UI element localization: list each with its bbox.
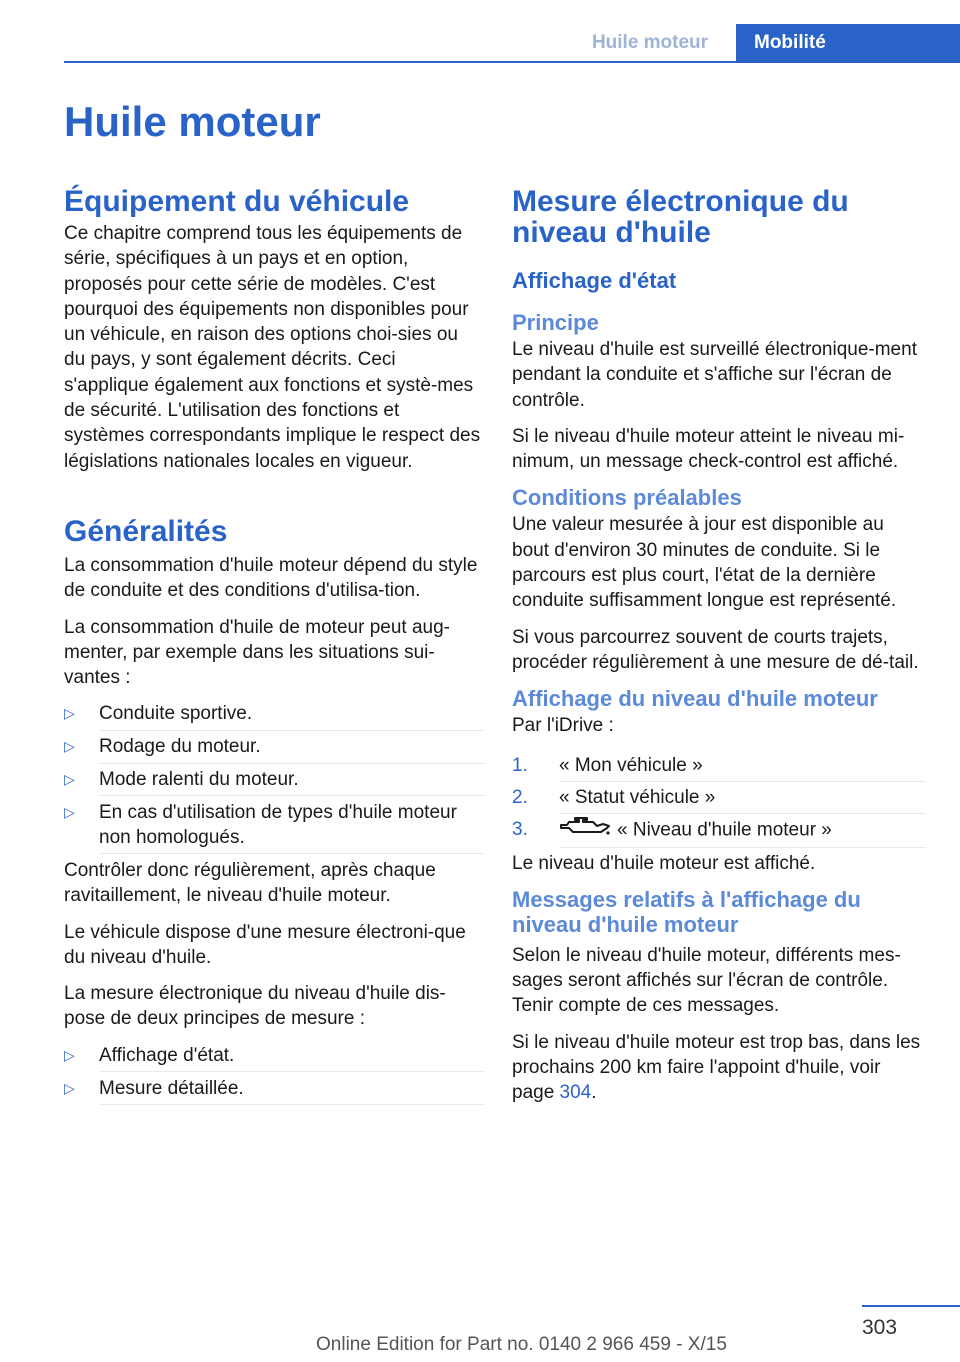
subsection-title-status: Affichage d'état — [512, 268, 677, 293]
step-item — [512, 785, 926, 810]
step-number: 2. — [512, 786, 528, 808]
oil-can-icon — [559, 817, 611, 844]
tab-section[interactable]: Huile moteur — [591, 32, 709, 53]
list-item — [64, 1076, 484, 1101]
display-result: Le niveau d'huile moteur est affiché. — [512, 852, 816, 874]
heading-oil-level-display: Affichage du niveau d'huile moteur — [512, 686, 878, 712]
idrive-steps — [512, 753, 926, 844]
heading-principle: Principe — [512, 310, 599, 335]
heading-prerequisites: Conditions préalables — [512, 485, 742, 511]
triangle-bullet-icon: ▷ — [64, 1046, 75, 1063]
triangle-bullet-icon: ▷ — [64, 705, 75, 722]
messages-paragraph-2 — [512, 1030, 926, 1106]
list-item-text: Mesure détaillée. — [99, 1077, 244, 1099]
list-item-text: Rodage du moteur. — [99, 736, 261, 758]
prereq-paragraph-1: Une valeur mesurée à jour est disponible au bout d'environ 30 minutes de conduite. Si le parcours est plus court, l'état de la dernière conduite suffisamment longue est représenté. — [512, 514, 897, 612]
step-item — [512, 817, 926, 844]
triangle-bullet-icon: ▷ — [64, 803, 75, 820]
general-paragraph-1: La consommation d'huile moteur dépend du style de conduite et des conditions d'utilisa-tion. — [64, 554, 478, 602]
list-item-text: Mode ralenti du moteur. — [99, 769, 299, 791]
left-column — [64, 186, 484, 1108]
display-intro: Par l'iDrive : — [512, 715, 614, 737]
triangle-bullet-icon: ▷ — [64, 771, 75, 788]
triangle-bullet-icon: ▷ — [64, 738, 75, 755]
step-text: « Niveau d'huile moteur » — [617, 819, 832, 841]
step-number: 1. — [512, 754, 528, 776]
tab-chapter[interactable]: Mobilité — [736, 24, 960, 62]
step-number: 3. — [512, 818, 528, 840]
online-edition-note: Online Edition for Part no. 0140 2 966 459 - X/15 — [316, 1334, 727, 1355]
list-item-text: Affichage d'état. — [99, 1044, 235, 1066]
principles-paragraph: La mesure électronique du niveau d'huile dis-pose de deux principes de mesure : — [64, 983, 446, 1030]
triangle-bullet-icon: ▷ — [64, 1079, 75, 1096]
right-column — [512, 186, 926, 1117]
header-rule — [64, 61, 960, 63]
step-text: « Statut véhicule » — [559, 786, 716, 808]
list-item — [64, 1043, 484, 1068]
principle-paragraph-2: Si le niveau d'huile moteur atteint le niveau mi-nimum, un message check-control est affiché. — [512, 425, 905, 473]
section-title-equipment: Équipement du véhicule — [64, 185, 410, 218]
list-item — [64, 767, 484, 792]
list-item — [64, 734, 484, 759]
list-item-text: En cas d'utilisation de types d'huile moteur non homologués. — [99, 801, 457, 849]
page-number: 303 — [862, 1316, 898, 1339]
heading-messages: Messages relatifs à l'affichage du niveau d'huile moteur — [512, 886, 861, 937]
section-title-general: Généralités — [64, 514, 228, 548]
page-title: Huile moteur — [64, 98, 321, 145]
situations-list — [64, 701, 484, 850]
check-paragraph: Contrôler donc régulièrement, après chaque ravitaillement, le niveau d'huile moteur. — [64, 859, 436, 907]
messages-paragraph-1: Selon le niveau d'huile moteur, différents mes-sages seront affichés sur l'écran de contrôle. Tenir compte de ces messages. — [512, 944, 901, 1017]
section-title-electronic-measure: Mesure électronique du niveau d'huile — [512, 185, 849, 249]
messages-text: Si le niveau d'huile moteur est trop bas, dans les prochains 200 km faire l'appoint d'huile, voir page — [512, 1031, 921, 1104]
header-tabs — [564, 24, 960, 62]
principles-list — [64, 1043, 484, 1101]
messages-text-end: . — [591, 1082, 597, 1104]
measure-paragraph: Le véhicule dispose d'une mesure électroni-que du niveau d'huile. — [64, 921, 466, 968]
page-reference-link[interactable]: 304 — [559, 1082, 592, 1104]
list-item — [64, 701, 484, 726]
footer-rule — [862, 1305, 960, 1307]
step-item — [512, 753, 926, 778]
prereq-paragraph-2: Si vous parcourrez souvent de courts trajets, procéder régulièrement à une mesure de dé-tail. — [512, 626, 919, 673]
equipment-paragraph: Ce chapitre comprend tous les équipements de série, spécifiques à un pays et en option, proposés pour cette série de modèles. C'est pourquoi des équipements non disponibles pour un véhicule, en raison des options choi-sies ou du pays, y sont également décrits. Ceci s'applique également aux fonctions et systè-mes de sécurité. L'utilisation des fonctions et systèmes correspondants implique le respect des législations nationales locales en vigueur. — [64, 223, 481, 472]
general-paragraph-2: La consommation d'huile de moteur peut aug-menter, par exemple dans les situations sui-vantes : — [64, 616, 450, 689]
list-item-text: Conduite sportive. — [99, 703, 253, 725]
list-item — [64, 800, 484, 851]
principle-paragraph-1: Le niveau d'huile est surveillé électronique-ment pendant la conduite et s'affiche sur l'écran de contrôle. — [512, 339, 917, 411]
step-text: « Mon véhicule » — [559, 754, 703, 776]
